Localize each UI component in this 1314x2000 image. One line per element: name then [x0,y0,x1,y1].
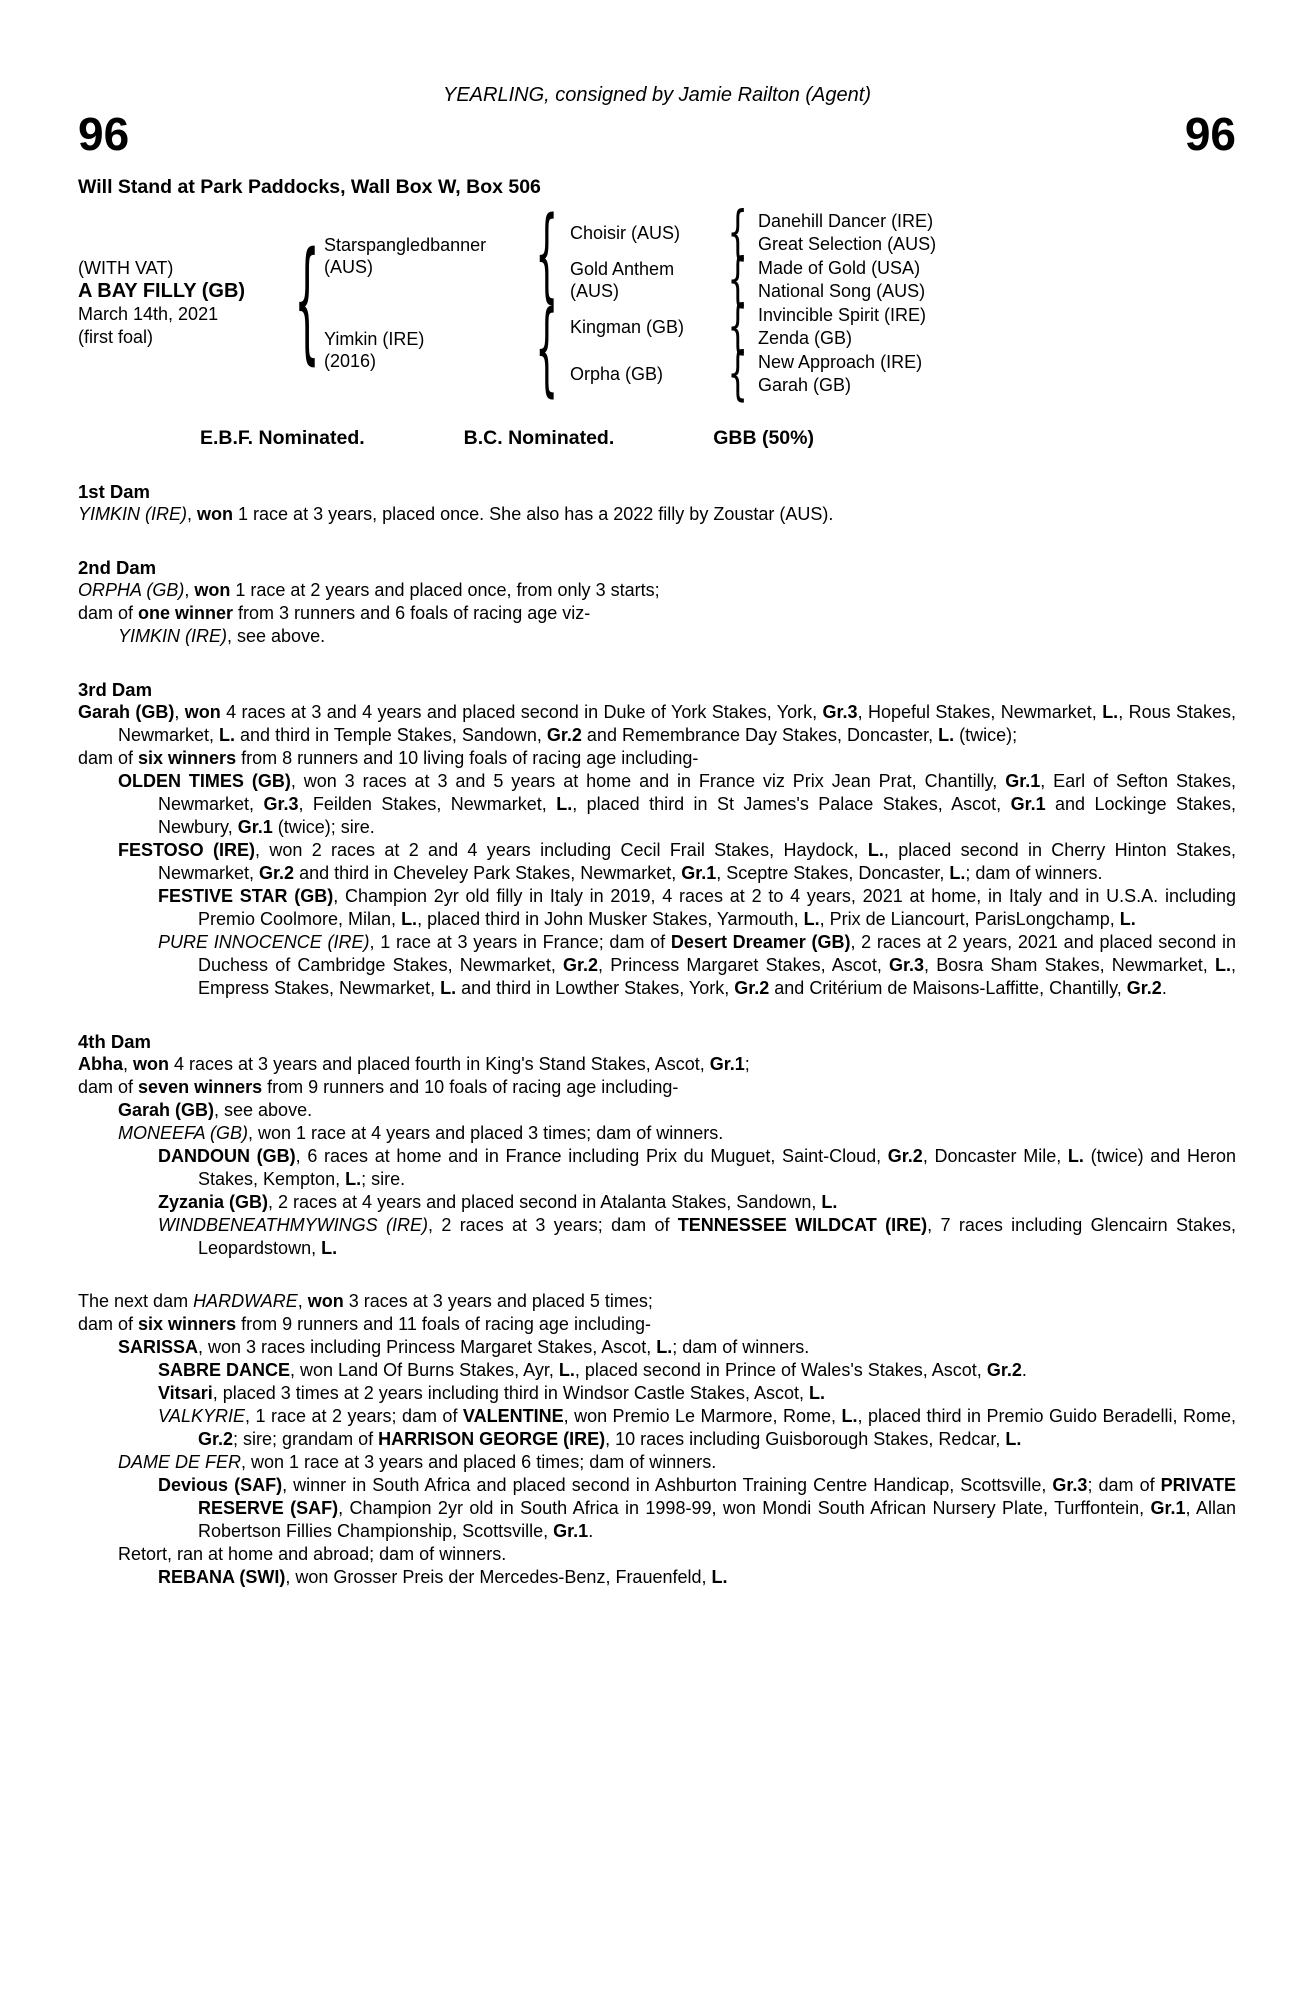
text-segment: , 6 races at home and in France including Prix du Muguet, Saint-Cloud, [295,1146,888,1167]
text-segment: Gr.2 [563,955,599,976]
text-segment: Gr.3 [889,955,925,976]
text-segment: L. [1214,955,1231,976]
text-segment: , Allan Robertson Fillies Championship, Scottsville, [198,1498,1236,1542]
great-grandparent-6: Zenda (GB) [758,328,853,349]
text-segment: WINDBENEATHMYWINGS (IRE) [158,1215,428,1236]
pedigree-paragraph [78,1099,1236,1122]
text-segment: Gr.2 [198,1429,234,1450]
text-segment: , Empress Stakes, Newmarket, [198,955,1236,999]
text-segment: ; dam of winners. [965,863,1103,884]
text-segment: DAME DE FER [118,1452,242,1473]
pedigree-paragraph [78,1122,1236,1145]
text-segment: won [133,1054,170,1075]
text-segment: L. [440,978,457,999]
vat-note: (WITH VAT) [78,258,174,279]
pedigree-paragraph [78,1145,1236,1191]
text-segment: Gr.2 [1126,978,1162,999]
great-grandparent-5: Invincible Spirit (IRE) [758,304,927,325]
great-grandparent-4: National Song (AUS) [758,281,926,302]
text-segment: , placed 3 times at 2 years including third in Windsor Castle Stakes, Ascot, [212,1383,809,1404]
text-segment: dam of [78,603,139,624]
dam-heading: 3rd Dam [78,679,153,701]
granddam-maternal: Orpha (GB) [570,363,664,384]
text-segment: , won 2 races at 2 and 4 years including Cecil Frail Stakes, Haydock, [255,840,868,861]
text-segment: Gr.1 [1150,1498,1186,1519]
text-segment: , Doncaster Mile, [922,1146,1068,1167]
text-segment: , Champion 2yr old in South Africa in 1998-99, won Mondi South African Nursery Plate, Turffontein, [338,1498,1151,1519]
text-segment: DANDOUN (GB) [158,1146,296,1167]
text-segment: , placed third in St James's Palace Stakes, Ascot, [572,794,1011,815]
pedigree-paragraph [78,503,1236,526]
text-segment: , [187,504,198,525]
text-segment: VALENTINE [462,1406,564,1427]
text-segment: Devious (SAF) [158,1475,283,1496]
text-segment: L. [803,909,820,930]
sire-line1: Starspangledbanner [324,235,487,256]
text-segment: Gr.2 [259,863,295,884]
text-segment: PURE INNOCENCE (IRE) [158,932,370,953]
text-segment: won [307,1291,344,1312]
text-segment: six winners [138,748,237,769]
dam-section [78,556,1236,648]
text-segment: , winner in South Africa and placed second in Ashburton Training Centre Handicap, Scottsville, [282,1475,1053,1496]
pedigree-sections [78,480,1236,1589]
text-segment: , [184,580,195,601]
pedigree-paragraph [78,1053,1236,1076]
grandsire-maternal: Kingman (GB) [570,316,685,337]
text-segment: ; sire. [361,1169,406,1190]
dam-line2: (2016) [324,351,377,372]
text-segment: . [588,1521,594,1542]
bc-nomination: B.C. Nominated. [463,427,615,450]
pedigree-paragraph [78,1076,1236,1099]
text-segment: . [1161,978,1167,999]
text-segment: , placed third in Premio Guido Beradelli, Rome, [857,1406,1236,1427]
text-segment: Gr.1 [553,1521,589,1542]
text-segment: FESTOSO (IRE) [118,840,256,861]
sire-name [324,209,524,303]
stand-location-line: Will Stand at Park Paddocks, Wall Box W, Box 506 [78,176,541,199]
text-segment: , Princess Margaret Stakes, Ascot, [598,955,889,976]
text-segment: , won Premio Le Marmore, Rome, [563,1406,842,1427]
grandsire-paternal: Choisir (AUS) [570,222,681,243]
pedigree-paragraph [78,1290,1236,1313]
text-segment: L. [1067,1146,1084,1167]
text-segment: SABRE DANCE [158,1360,291,1381]
text-segment: from 9 runners and 11 foals of racing age including- [236,1314,651,1335]
text-segment: Gr.1 [709,1054,745,1075]
text-segment: YIMKIN (IRE) [118,626,228,647]
text-segment: L. [867,840,884,861]
pedigree-paragraph [78,1405,1236,1451]
text-segment: L. [345,1169,362,1190]
great-grandparent-3: Made of Gold (USA) [758,257,921,278]
pedigree-paragraph [78,1359,1236,1382]
lot-number-row [78,108,1236,160]
dam-name [324,303,524,397]
text-segment: L. [558,1360,575,1381]
pedigree-paragraph [78,770,1236,839]
text-segment: won [194,580,231,601]
text-segment: Gr.2 [734,978,770,999]
text-segment: L. [949,863,966,884]
text-segment: Gr.2 [986,1360,1022,1381]
text-segment: (twice); [954,725,1018,746]
pedigree-paragraph [78,1313,1236,1336]
text-segment: . [1021,1360,1027,1381]
text-segment: and third in Temple Stakes, Sandown, [235,725,547,746]
text-segment: , won Land Of Burns Stakes, Ayr, [290,1360,559,1381]
text-segment: REBANA (SWI) [158,1567,286,1588]
text-segment: Garah (GB) [118,1100,215,1121]
dam-section [78,1290,1236,1589]
text-segment: , [297,1291,308,1312]
text-segment: one winner [138,603,234,624]
consignor-line: YEARLING, consigned by Jamie Railton (Agent) [443,84,871,106]
pedigree-paragraph [78,1566,1236,1589]
text-segment: L. [808,1383,825,1404]
text-segment: won [184,702,221,723]
text-segment: HARDWARE [193,1291,298,1312]
text-segment: six winners [138,1314,237,1335]
text-segment: Garah (GB) [78,702,175,723]
pedigree-paragraph [78,931,1236,1000]
pedigree-paragraph [78,1451,1236,1474]
text-segment: , Bosra Sham Stakes, Newmarket, [924,955,1215,976]
great-grandparent-7: New Approach (IRE) [758,351,923,372]
text-segment: ; sire; grandam of [233,1429,379,1450]
subject-block [78,209,290,397]
text-segment: , placed second in Cherry Hinton Stakes, Newmarket, [158,840,1237,884]
pedigree-paragraph [78,701,1236,747]
text-segment: Gr.2 [546,725,582,746]
pedigree-paragraph [78,1336,1236,1359]
sire-line2: (AUS) [324,257,373,278]
text-segment: ; dam of winners. [672,1337,810,1358]
text-segment: , won Grosser Preis der Mercedes-Benz, Frauenfeld, [285,1567,712,1588]
great-grandparent-1: Danehill Dancer (IRE) [758,210,934,231]
text-segment: , 1 race at 2 years; dam of [245,1406,463,1427]
text-segment: L. [1102,702,1119,723]
brace-gg-1: { [727,199,749,266]
text-segment: ; [744,1054,750,1075]
text-segment: Gr.1 [1005,771,1041,792]
text-segment: , 2 races at 4 years and placed second in Atalanta Stakes, Sandown, [268,1192,822,1213]
text-segment: Gr.1 [237,817,273,838]
pedigree-paragraph [78,1191,1236,1214]
text-segment: , Prix de Liancourt, ParisLongchamp, [819,909,1120,930]
text-segment: , Feilden Stakes, Newmarket, [298,794,557,815]
text-segment: OLDEN TIMES (GB) [118,771,291,792]
great-grandparent-8: Garah (GB) [758,375,852,396]
text-segment: Desert Dreamer (GB) [670,932,851,953]
text-segment: ; dam of [1087,1475,1161,1496]
text-segment: HARRISON GEORGE (IRE) [378,1429,606,1450]
subject-foal-note: (first foal) [78,327,154,348]
dam-section [78,1030,1236,1260]
text-segment: , won 3 races at 3 and 5 years at home and in France viz Prix Jean Prat, Chantilly, [290,771,1006,792]
brace-dam-parents: { [535,291,559,409]
pedigree-table [78,197,1236,409]
pedigree-paragraph [78,1543,1236,1566]
text-segment: and Critérium de Maisons-Laffitte, Chantilly, [769,978,1127,999]
pedigree-paragraph [78,1474,1236,1543]
text-segment: , Champion 2yr old filly in Italy in 2019, 4 races at 2 to 4 years, 2021 at home, in Italy and in U.S.A. including Premio Coolmore, Milan, [198,886,1237,930]
text-segment: Gr.1 [1010,794,1046,815]
text-segment: , won 1 race at 3 years and placed 6 times; dam of winners. [241,1452,717,1473]
text-segment: 4 races at 3 and 4 years and placed second in Duke of York Stakes, York, [220,702,823,723]
text-segment: , 1 race at 3 years in France; dam of [369,932,671,953]
subject-foaling-date: March 14th, 2021 [78,304,219,325]
text-segment: 4 races at 3 years and placed fourth in King's Stand Stakes, Ascot, [169,1054,710,1075]
text-segment: dam of [78,1077,139,1098]
pedigree-paragraph [78,1382,1236,1405]
ebf-nomination: E.B.F. Nominated. [200,427,365,450]
lot-number-left: 96 [78,108,130,160]
subject-name: A BAY FILLY (GB) [78,280,246,303]
gbb-badge: GBB (50%) [713,427,814,450]
dam-heading: 1st Dam [78,481,150,503]
text-segment: , 10 races including Guisborough Stakes, Redcar, [605,1429,1006,1450]
text-segment: from 9 runners and 10 foals of racing age including- [262,1077,679,1098]
text-segment: Gr.3 [263,794,299,815]
text-segment: , Hopeful Stakes, Newmarket, [857,702,1103,723]
text-segment: and third in Cheveley Park Stakes, Newmarket, [294,863,682,884]
text-segment: Vitsari [158,1383,213,1404]
text-segment: and third in Lowther Stakes, York, [456,978,735,999]
brace-generation1: { [294,227,320,379]
text-segment: , Earl of Sefton Stakes, Newmarket, [158,771,1236,815]
text-segment: L. [938,725,955,746]
text-segment: and Lockinge Stakes, Newbury, [158,794,1236,838]
text-segment: MONEEFA (GB) [118,1123,248,1144]
text-segment: , 2 races at 3 years; dam of [428,1215,678,1236]
text-segment: , 2 races at 2 years, 2021 and placed second in Duchess of Cambridge Stakes, Newmarket, [198,932,1236,976]
text-segment: Gr.3 [1052,1475,1088,1496]
text-segment: TENNESSEE WILDCAT (IRE) [677,1215,928,1236]
text-segment: , won 3 races including Princess Margaret Stakes, Ascot, [198,1337,657,1358]
pedigree-paragraph [78,625,1236,648]
brace-sire-parents: { [535,197,559,315]
text-segment: , 7 races including Glencairn Stakes, Leopardstown, [198,1215,1236,1259]
text-segment: FESTIVE STAR (GB) [158,886,334,907]
text-segment: dam of [78,1314,139,1335]
text-segment: , [123,1054,134,1075]
pedigree-paragraph [78,1214,1236,1260]
text-segment: Gr.1 [681,863,717,884]
lot-number-right: 96 [1184,108,1236,160]
text-segment: from 3 runners and 6 foals of racing age viz- [233,603,591,624]
text-segment: from 8 runners and 10 living foals of racing age including- [236,748,699,769]
text-segment: YIMKIN (IRE) [78,504,188,525]
dam-heading: 4th Dam [78,1031,151,1053]
dam-section [78,480,1236,526]
brace-gg-4: { [727,340,749,407]
text-segment: 1 race at 3 years, placed once. She also has a 2022 filly by Zoustar (AUS). [233,504,834,525]
pedigree-paragraph [78,747,1236,770]
text-segment: Gr.3 [822,702,858,723]
text-segment: seven winners [138,1077,263,1098]
text-segment: won [197,504,234,525]
text-segment: , Rous Stakes, Newmarket, [118,702,1236,746]
text-segment: , [174,702,185,723]
text-segment: SARISSA [118,1337,199,1358]
text-segment: L. [219,725,236,746]
dam-line1: Yimkin (IRE) [324,329,425,350]
text-segment: and Remembrance Day Stakes, Doncaster, [581,725,939,746]
text-segment: Gr.2 [887,1146,923,1167]
text-segment: L. [1119,909,1136,930]
dam-heading: 2nd Dam [78,557,157,579]
text-segment: , see above. [214,1100,313,1121]
text-segment: Retort, ran at home and abroad; dam of winners. [118,1544,507,1565]
text-segment: L. [711,1567,728,1588]
dam-section [78,678,1236,1000]
text-segment: , Sceptre Stakes, Doncaster, [716,863,950,884]
text-segment: The next dam [78,1291,194,1312]
great-grandparent-2: Great Selection (AUS) [758,234,937,255]
pedigree-paragraph [78,602,1236,625]
pedigree-paragraph [78,579,1236,602]
text-segment: L. [821,1192,838,1213]
text-segment: 3 races at 3 years and placed 5 times; [343,1291,653,1312]
text-segment: Zyzania (GB) [158,1192,269,1213]
pedigree-paragraph [78,839,1236,885]
text-segment: ORPHA (GB) [78,580,185,601]
text-segment: , placed third in John Musker Stakes, Yarmouth, [417,909,804,930]
text-segment: , won 1 race at 4 years and placed 3 times; dam of winners. [248,1123,724,1144]
text-segment: PRIVATE RESERVE (SAF) [198,1475,1237,1519]
text-segment: L. [841,1406,858,1427]
text-segment: Abha [78,1054,123,1075]
text-segment: L. [556,794,573,815]
text-segment: L. [321,1238,338,1259]
text-segment: , see above. [227,626,326,647]
brace-gg-2: { [727,246,749,313]
text-segment: (twice); sire. [272,817,375,838]
text-segment: L. [656,1337,673,1358]
text-segment: VALKYRIE [158,1406,246,1427]
nominations-row [200,427,814,450]
text-segment: 1 race at 2 years and placed once, from only 3 starts; [230,580,660,601]
pedigree-paragraph [78,885,1236,931]
text-segment: L. [401,909,418,930]
granddam-paternal: Gold Anthem (AUS) [570,258,675,301]
text-segment: , placed second in Prince of Wales's Stakes, Ascot, [574,1360,987,1381]
text-segment: (twice) and Heron Stakes, Kempton, [198,1146,1237,1190]
text-segment: dam of [78,748,139,769]
brace-gg-3: { [727,293,749,360]
text-segment: L. [1005,1429,1022,1450]
